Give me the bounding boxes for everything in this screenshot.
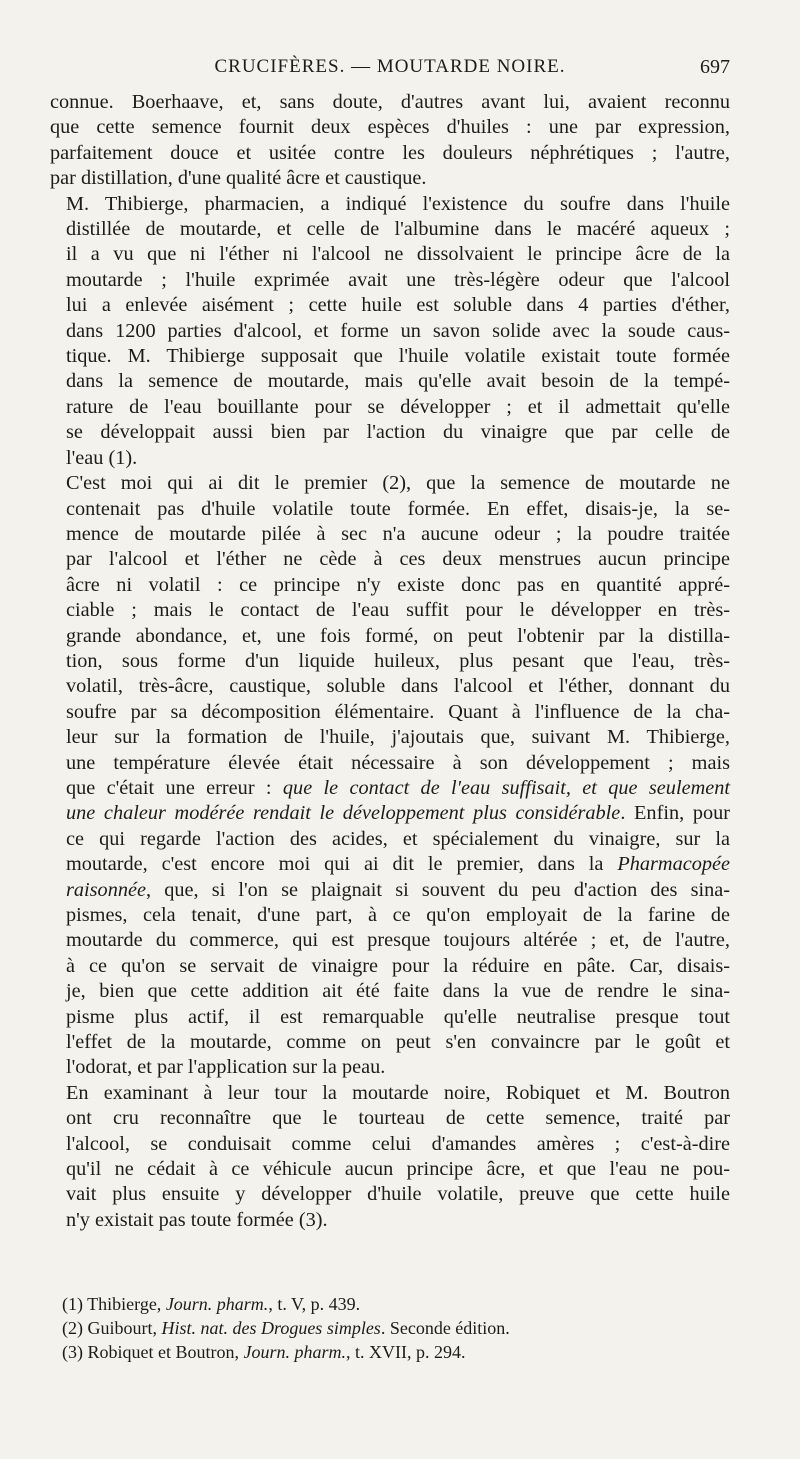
text-line: âcre ni volatil : ce principe n'y existe donc pas en quantité appré-	[66, 573, 730, 596]
text-line: l'alcool, se conduisait comme celui d'amandes amères ; c'est-à-dire	[66, 1132, 730, 1155]
text-line: je, bien que cette addition ait été faite dans la vue de rendre le sina-	[66, 980, 730, 1003]
text-line: que cette semence fournit deux espèces d'huiles : une par expression,	[50, 116, 730, 139]
paragraph	[50, 192, 730, 471]
paragraph	[50, 90, 730, 192]
text-line: à ce qu'on se servait de vinaigre pour la réduire en pâte. Car, disais-	[66, 954, 730, 977]
text-line: dans la semence de moutarde, mais qu'elle avait besoin de la tempé-	[66, 370, 730, 393]
text-line: l'eau (1).	[66, 446, 138, 469]
paragraph	[50, 471, 730, 1081]
footnote: (2) Guibourt, Hist. nat. des Drogues simples. Seconde édition.	[62, 1318, 510, 1338]
text-line: par l'alcool et l'éther ne cède à ces deux menstrues aucun principe	[66, 548, 730, 571]
text-line: tion, sous forme d'un liquide huileux, plus pesant que l'eau, très-	[66, 649, 730, 672]
text-line: moutarde du commerce, qui est presque toujours altérée ; et, de l'autre,	[66, 929, 730, 952]
text-line: M. Thibierge, pharmacien, a indiqué l'existence du soufre dans l'huile	[66, 192, 730, 215]
text-line: connue. Boerhaave, et, sans doute, d'autres avant lui, avaient reconnu	[50, 91, 730, 113]
text-line: par distillation, d'une qualité âcre et caustique.	[50, 167, 427, 190]
text-line: vait plus ensuite y développer d'huile volatile, preuve que cette huile	[66, 1183, 730, 1206]
text-line: se développait aussi bien par l'action du vinaigre que par celle de	[66, 421, 730, 444]
text-line: raisonnée, que, si l'on se plaignait si souvent du peu d'action des sina-	[66, 878, 730, 901]
text-line: lui a enlevée aisément ; cette huile est soluble dans 4 parties d'éther,	[66, 294, 730, 317]
text-line: distillée de moutarde, et celle de l'albumine dans le macéré aqueux ;	[66, 218, 730, 241]
text-line: C'est moi qui ai dit le premier (2), que la semence de moutarde ne	[66, 472, 730, 495]
text-line: leur sur la formation de l'huile, j'ajoutais que, suivant M. Thibierge,	[66, 726, 730, 749]
text-line: grande abondance, et, une fois formé, on peut l'obtenir par la distilla-	[66, 624, 730, 647]
text-line: ce qui regarde l'action des acides, et spécialement du vinaigre, sur la	[66, 827, 730, 850]
text-line: moutarde, c'est encore moi qui ai dit le premier, dans la Pharmacopée	[66, 853, 730, 876]
text-line: moutarde ; l'huile exprimée avait une très-légère odeur que l'alcool	[66, 268, 730, 291]
text-line: ciable ; mais le contact de l'eau suffit pour le développer en très-	[66, 599, 730, 622]
text-line: pisme plus actif, il est remarquable qu'elle neutralise presque tout	[66, 1005, 730, 1028]
text-line: soufre par sa décomposition élémentaire. Quant à l'influence de la cha-	[66, 700, 730, 723]
text-line: volatil, très-âcre, caustique, soluble dans l'alcool et l'éther, donnant du	[66, 675, 730, 698]
text-line: parfaitement douce et usitée contre les douleurs néphrétiques ; l'autre,	[50, 141, 730, 164]
running-title: CRUCIFÈRES. — MOUTARDE NOIRE.	[214, 56, 566, 77]
page-number: 697	[700, 56, 730, 78]
text-line: une chaleur modérée rendait le développement plus considérable. Enfin, pour	[66, 802, 730, 825]
footnote: (1) Thibierge, Journ. pharm., t. V, p. 439.	[62, 1294, 361, 1314]
footnotes	[62, 1292, 702, 1364]
text-line: contenait pas d'huile volatile toute formée. En effet, disais-je, la se-	[66, 497, 730, 520]
text-line: qu'il ne cédait à ce véhicule aucun principe âcre, et que l'eau ne pou-	[66, 1158, 730, 1181]
text-line: rature de l'eau bouillante pour se développer ; et il admettait qu'elle	[66, 395, 730, 418]
text-line: l'odorat, et par l'application sur la peau.	[66, 1056, 386, 1079]
text-line: que c'était une erreur : que le contact de l'eau suffisait, et que seulement	[66, 776, 730, 799]
text-line: l'effet de la moutarde, comme on peut s'en convaincre par le goût et	[66, 1031, 730, 1054]
page-header	[50, 56, 730, 86]
text-line: n'y existait pas toute formée (3).	[66, 1208, 328, 1231]
text-line: ont cru reconnaître que le tourteau de cette semence, traité par	[66, 1107, 730, 1130]
text-line: il a vu que ni l'éther ni l'alcool ne dissolvaient le principe âcre de la	[66, 243, 730, 266]
body-text	[50, 90, 730, 1233]
footnote: (3) Robiquet et Boutron, Journ. pharm., t. XVII, p. 294.	[62, 1342, 466, 1362]
text-line: une température élevée était nécessaire à son développement ; mais	[66, 751, 730, 774]
text-line: pismes, cela tenait, d'une part, à ce qu'on employait de la farine de	[66, 904, 730, 926]
text-line: tique. M. Thibierge supposait que l'huile volatile existait toute formée	[66, 345, 730, 368]
text-line: mence de moutarde pilée à sec n'a aucune odeur ; la poudre traitée	[66, 522, 730, 545]
text-line: En examinant à leur tour la moutarde noire, Robiquet et M. Boutron	[66, 1081, 730, 1104]
paragraph	[50, 1081, 730, 1233]
text-line: dans 1200 parties d'alcool, et forme un savon solide avec la soude caus-	[66, 319, 730, 342]
